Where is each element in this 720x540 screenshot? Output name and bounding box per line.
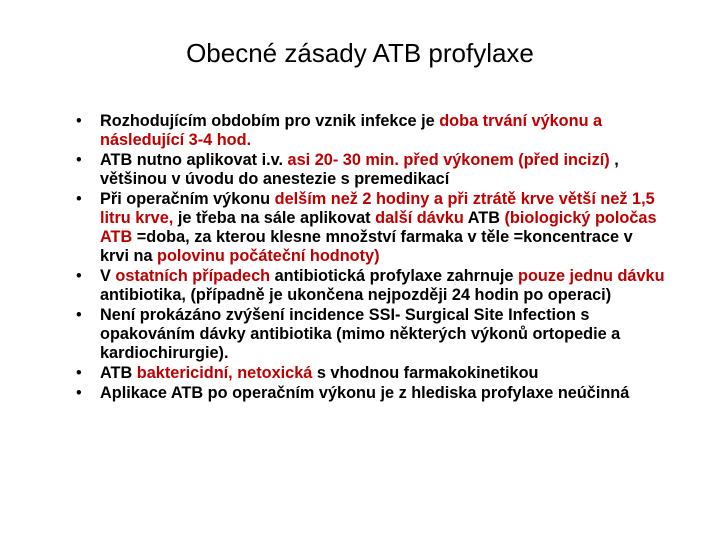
bullet-text: Není prokázáno zvýšení incidence SSI- Surgical Site Infection s opakováním dávky antibiotika (mimo některých výkonů ortopedie a kardiochirurgie). (100, 306, 621, 362)
bullet-item (76, 384, 666, 403)
bullet-text: ATB (463, 209, 505, 227)
highlighted-text: (biologický poločas ATB (100, 209, 657, 246)
bullet-dot-icon: • (76, 151, 82, 169)
bullet-dot-icon: • (76, 306, 82, 324)
bullet-text: Při operačním výkonu (100, 190, 275, 208)
bullet-text: antibiotická profylaxe zahrnuje (270, 267, 518, 285)
bullet-text: =doba, za kterou klesne množství farmaka v těle =koncentrace v krvi na (100, 228, 633, 265)
bullet-dot-icon: • (76, 364, 82, 382)
highlighted-text: asi 20- 30 min. před výkonem (před incizí) (287, 151, 610, 169)
highlighted-text: pouze jednu dávku (518, 267, 665, 285)
bullet-dot-icon: • (76, 190, 82, 208)
highlighted-text: ostatních případech (115, 267, 271, 285)
highlighted-text: doba trvání výkonu a následující 3-4 hod. (100, 112, 603, 149)
bullet-text: antibiotika, (případně je ukončena nejpozději 24 hodin po operaci) (100, 286, 612, 304)
highlighted-text: delším než 2 hodiny a při ztrátě krve větší než 1,5 litru krve, (100, 190, 655, 227)
bullet-item (76, 190, 666, 266)
slide-title: Obecné zásady ATB profylaxe (186, 38, 534, 68)
highlighted-text: polovinu počáteční hodnoty) (157, 247, 380, 265)
bullet-item (76, 306, 666, 363)
bullet-text: s vhodnou farmakokinetikou (312, 364, 539, 382)
bullet-dot-icon: • (76, 112, 82, 130)
bullet-text: Rozhodujícím obdobím pro vznik infekce je (100, 112, 440, 130)
highlighted-text: další dávku (375, 209, 464, 227)
bullet-item (76, 151, 666, 189)
highlighted-text: baktericidní, netoxická (136, 364, 313, 382)
bullet-item (76, 364, 666, 383)
bullet-dot-icon: • (76, 267, 82, 285)
bullet-item (76, 267, 666, 305)
bullet-text: , většinou v úvodu do anestezie s premedikací (100, 151, 619, 188)
bullet-list (76, 112, 666, 404)
bullet-item (76, 112, 666, 150)
bullet-text: V (100, 267, 116, 285)
bullet-text: ATB (100, 364, 137, 382)
bullet-text: Aplikace ATB po operačním výkonu je z hlediska profylaxe neúčinná (100, 384, 630, 402)
bullet-dot-icon: • (76, 384, 82, 402)
bullet-text: je třeba na sále aplikovat (173, 209, 376, 227)
bullet-text: ATB nutno aplikovat i.v. (100, 151, 288, 169)
